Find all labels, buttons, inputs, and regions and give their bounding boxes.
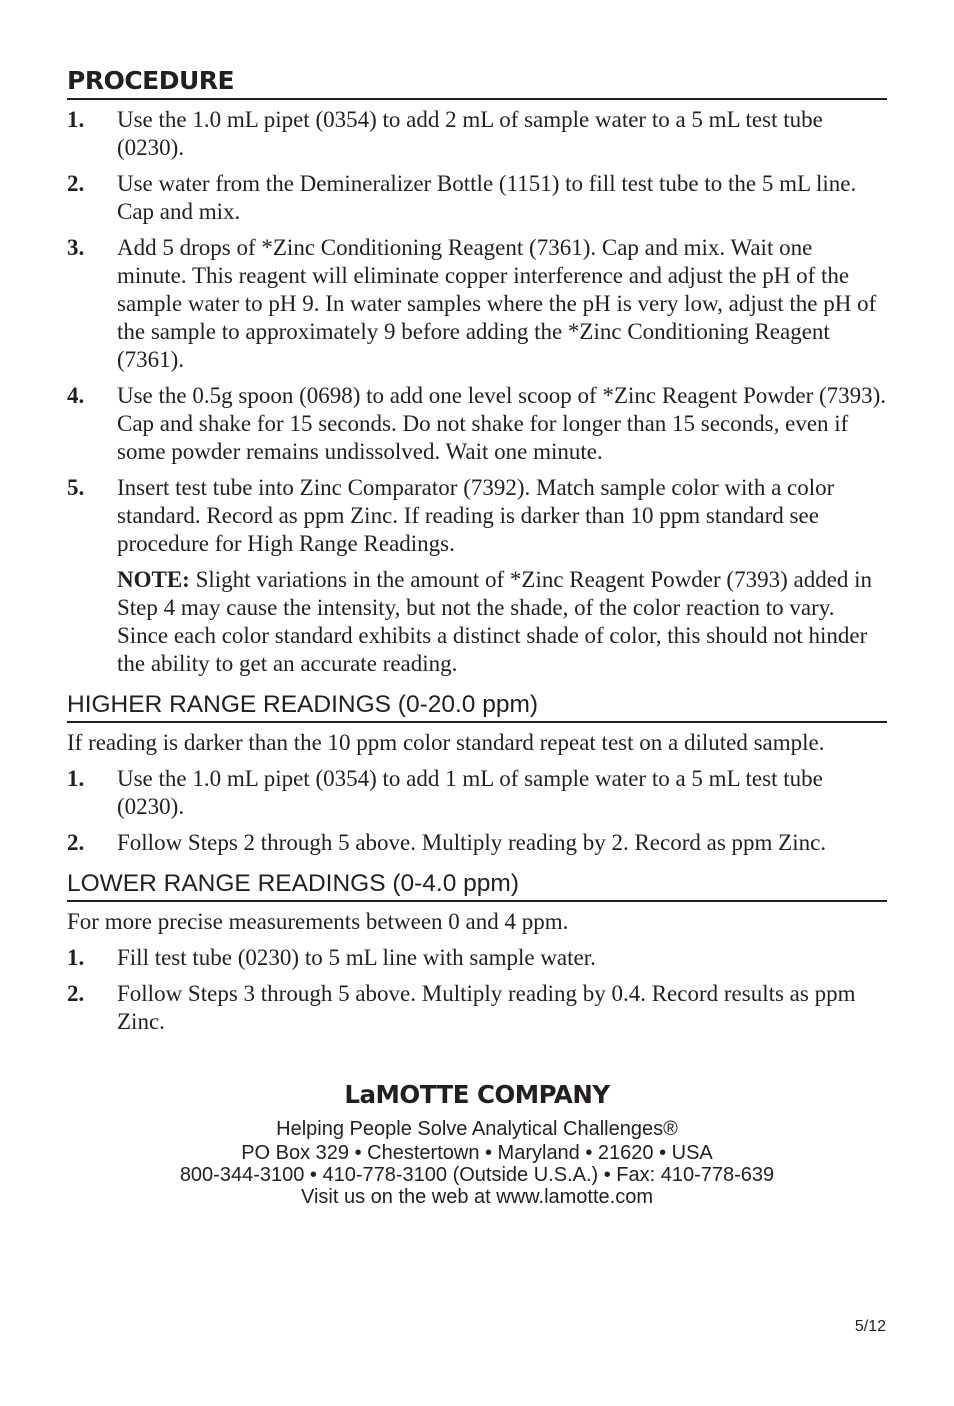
procedure-step [67, 234, 887, 374]
step-text: Follow Steps 2 through 5 above. Multiply reading by 2. Record as ppm Zinc. [117, 830, 827, 855]
company-address: PO Box 329 • Chestertown • Maryland • 21620 • USA [241, 1142, 713, 1164]
company-website: Visit us on the web at www.lamotte.com [300, 1186, 653, 1208]
lower-range-step [67, 944, 887, 972]
step-number: 2. [67, 981, 85, 1006]
lower-range-intro: For more precise measurements between 0 and 4 ppm. [67, 909, 569, 934]
step-number: 4. [67, 383, 85, 408]
step-text: Use the 0.5g spoon (0698) to add one level scoop of *Zinc Reagent Powder (7393). Cap and shake for 15 seconds. Do not shake for longer than 15 seconds, even if some powder remains undissolved. Wait one minute. [117, 383, 887, 464]
step-number: 1. [67, 766, 85, 791]
higher-range-intro: If reading is darker than the 10 ppm color standard repeat test on a diluted sample. [67, 730, 825, 755]
step-number: 2. [67, 830, 85, 855]
company-footer [0, 1080, 954, 1208]
document-page [67, 66, 887, 1044]
step-text: Follow Steps 3 through 5 above. Multiply reading by 0.4. Record results as ppm Zinc. [117, 981, 856, 1034]
step-number: 1. [67, 107, 85, 132]
higher-range-heading: HIGHER RANGE READINGS (0-20.0 ppm) [67, 690, 887, 723]
higher-range-step [67, 829, 887, 857]
step-text: Add 5 drops of *Zinc Conditioning Reagent (7361). Cap and mix. Wait one minute. This reagent will eliminate copper interference and adjust the pH of the sample water to pH 9. In water samples where the pH is very low, adjust the pH of the sample to approximately 9 before adding the *Zinc Conditioning Reagent (7361). [117, 235, 877, 372]
higher-range-step [67, 765, 887, 821]
note-text: Slight variations in the amount of *Zinc Reagent Powder (7393) added in Step 4 may cause the intensity, but not the shade, of the color reaction to vary. Since each color standard exhibits a distinct shade of color, this should not hinder the ability to get an accurate reading. [117, 567, 873, 676]
lower-range-steps [67, 944, 887, 1036]
procedure-note [117, 566, 887, 678]
procedure-steps [67, 106, 887, 558]
procedure-step [67, 170, 887, 226]
step-text: Insert test tube into Zinc Comparator (7392). Match sample color with a color standard. Record as ppm Zinc. If reading is darker than 10 ppm standard see procedure for High Range Readings. [117, 475, 835, 556]
step-text: Use the 1.0 mL pipet (0354) to add 2 mL of sample water to a 5 mL test tube (0230). [117, 107, 823, 160]
lower-range-step [67, 980, 887, 1036]
company-tagline: Helping People Solve Analytical Challenges® [276, 1118, 678, 1140]
procedure-step [67, 474, 887, 558]
step-number: 3. [67, 235, 85, 260]
company-name: LaMOTTE COMPANY [344, 1080, 610, 1109]
step-number: 2. [67, 171, 85, 196]
step-number: 1. [67, 945, 85, 970]
step-text: Use water from the Demineralizer Bottle (1151) to fill test tube to the 5 mL line. Cap and mix. [117, 171, 857, 224]
note-label: NOTE: [117, 567, 190, 592]
company-phones: 800-344-3100 • 410-778-3100 (Outside U.S.A.) • Fax: 410-778-639 [179, 1164, 775, 1186]
lower-range-heading: LOWER RANGE READINGS (0-4.0 ppm) [67, 869, 887, 902]
procedure-step [67, 382, 887, 466]
procedure-step [67, 106, 887, 162]
step-number: 5. [67, 475, 85, 500]
page-number: 5/12 [854, 1318, 886, 1335]
step-text: Use the 1.0 mL pipet (0354) to add 1 mL of sample water to a 5 mL test tube (0230). [117, 766, 823, 819]
step-text: Fill test tube (0230) to 5 mL line with sample water. [117, 945, 596, 970]
procedure-heading: PROCEDURE [67, 66, 887, 100]
higher-range-steps [67, 765, 887, 857]
